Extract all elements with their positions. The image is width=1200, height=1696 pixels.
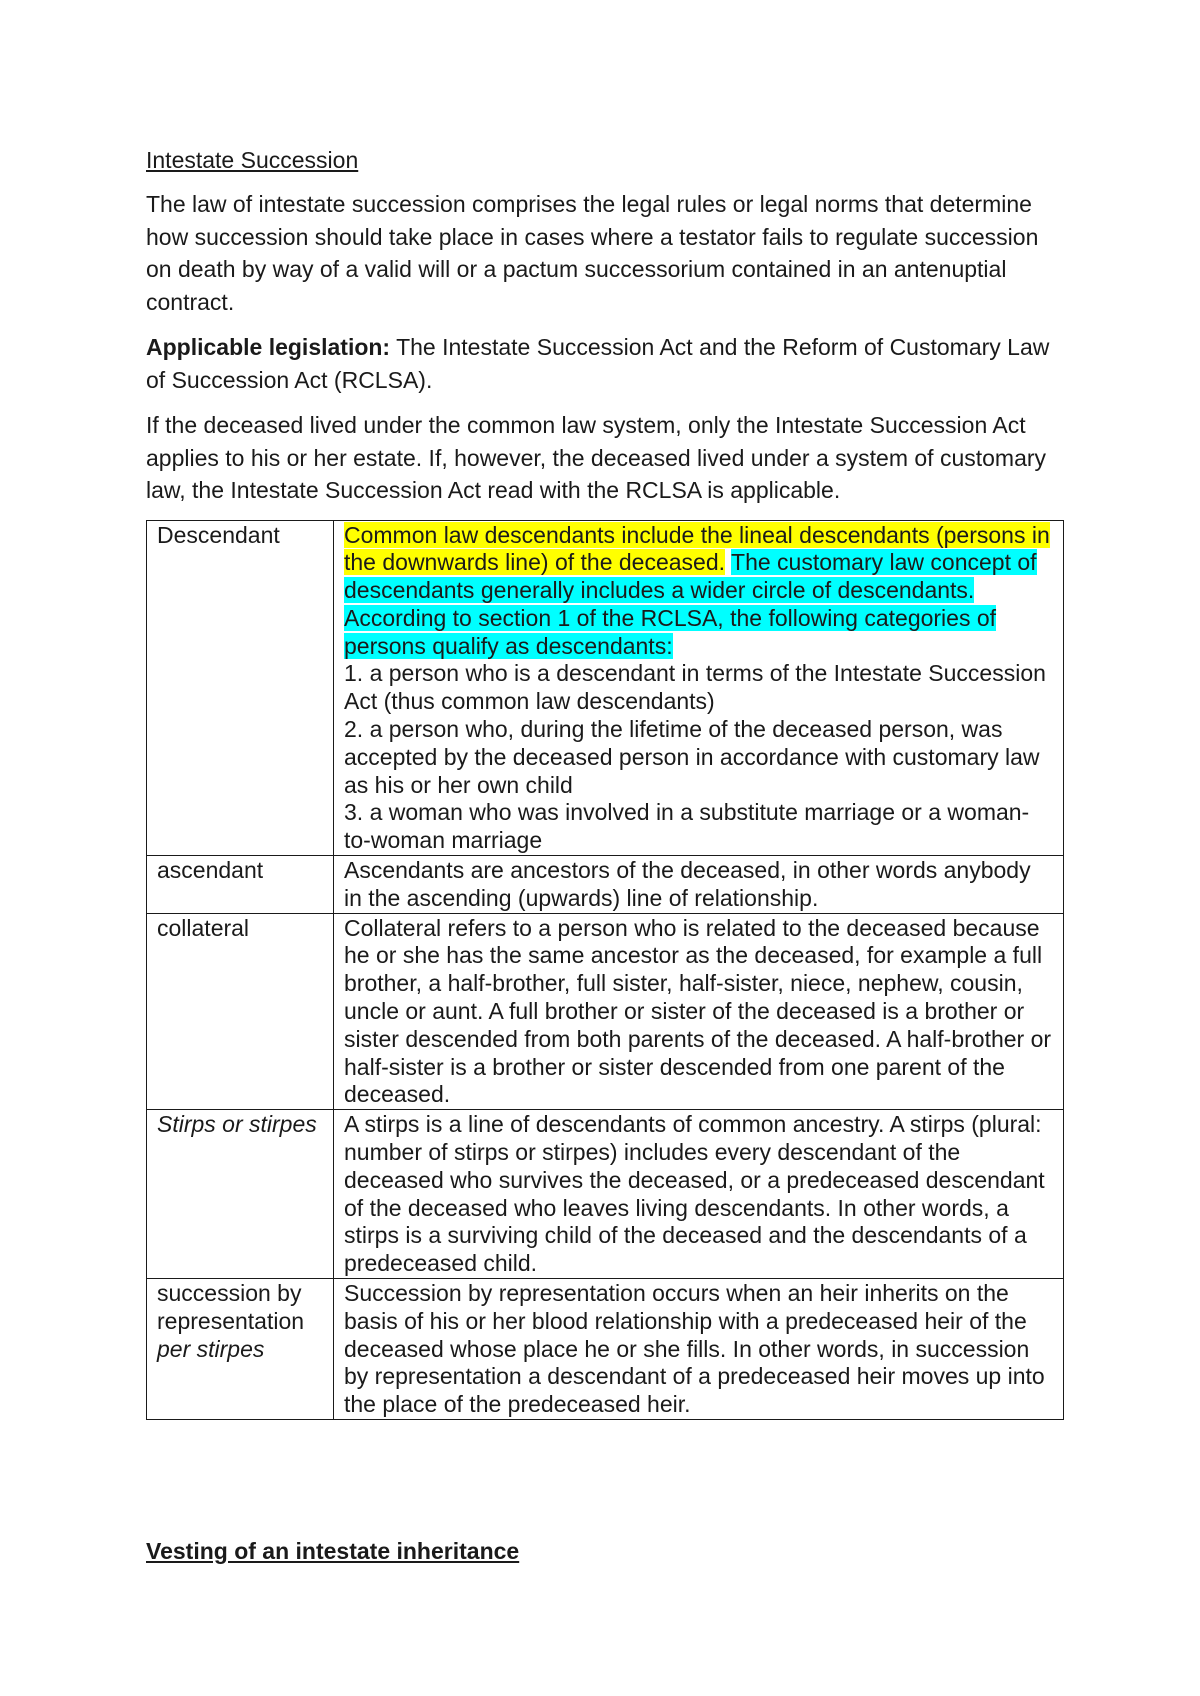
table-row — [147, 913, 1064, 1110]
term-cell: Stirps or stirpes — [147, 1110, 334, 1279]
term-cell: Descendant — [147, 520, 334, 856]
legislation-label: Applicable legislation: — [146, 334, 391, 360]
table-row — [147, 520, 1064, 856]
document-page — [146, 144, 1066, 1420]
definition-cell: Succession by representation occurs when an heir inherits on the basis of his or her blood relationship with a predeceased heir of the deceased whose place he or she fills. In other words, in succession by representation a descendant of a predeceased heir moves up into the place of the predeceased heir. — [334, 1279, 1064, 1420]
term-text: succession by representation — [157, 1280, 305, 1334]
list-item: 1. a person who is a descendant in terms of the Intestate Succession Act (thus common law descendants) — [344, 660, 1046, 715]
list-item: 3. a woman who was involved in a substitute marriage or a woman-to-woman marriage — [344, 799, 1030, 854]
term-cell: ascendant — [147, 856, 334, 914]
intro-paragraph: The law of intestate succession comprises the legal rules or legal norms that determine how succession should take place in cases where a testator fails to regulate succession on death by way of a valid will or a pactum successorium contained in an antenuptial contract. — [146, 191, 1039, 315]
table-row — [147, 1279, 1064, 1420]
definition-cell: Collateral refers to a person who is related to the deceased because he or she has the same ancestor as the deceased, for example a full brother, a half-brother, full sister, half-sister, niece, nephew, cousin, uncle or aunt. A full brother or sister of the deceased is a brother or sister descended from both parents of the deceased. A half-brother or half-sister is a brother or sister descended from one parent of the deceased. — [334, 913, 1064, 1110]
term-cell — [147, 1279, 334, 1420]
highlight-cyan-text: The customary law concept of descendants generally includes a wider circle of descendants. According to section 1 of the RCLSA, the following categories of persons qualify as descendants: — [344, 549, 1037, 659]
definition-cell — [334, 520, 1064, 856]
term-italic-text: per stirpes — [157, 1335, 265, 1362]
definitions-table — [146, 520, 1064, 1421]
section-heading: Intestate Succession — [146, 147, 359, 173]
applicability-paragraph: If the deceased lived under the common law system, only the Intestate Succession Act applies to his or her estate. If, however, the deceased lived under a system of customary law, the Intestate Succession Act read with the RCLSA is applicable. — [146, 412, 1047, 503]
legislation-paragraph — [146, 331, 1066, 396]
next-section-heading: Vesting of an intestate inheritance — [146, 1538, 520, 1564]
term-cell: collateral — [147, 913, 334, 1110]
definition-cell: A stirps is a line of descendants of common ancestry. A stirps (plural: number of stirps or stirpes) includes every descendant of the deceased who survives the deceased, or a predeceased descendant of the deceased who leaves living descendants. In other words, a stirps is a surviving child of the deceased and the descendants of a predeceased child. — [334, 1110, 1064, 1279]
list-item: 2. a person who, during the lifetime of the deceased person, was accepted by the deceased person in accordance with customary law as his or her own child — [344, 716, 1040, 798]
table-row — [147, 1110, 1064, 1279]
highlight-yellow-text: Common law descendants include the lineal descendants (persons in the downwards line) of the deceased. — [344, 521, 1050, 576]
legislation-text: The Intestate Succession Act and the Reform of Customary Law of Succession Act (RCLSA). — [146, 334, 1050, 393]
table-row — [147, 856, 1064, 914]
definition-cell: Ascendants are ancestors of the deceased, in other words anybody in the ascending (upwards) line of relationship. — [334, 856, 1064, 914]
